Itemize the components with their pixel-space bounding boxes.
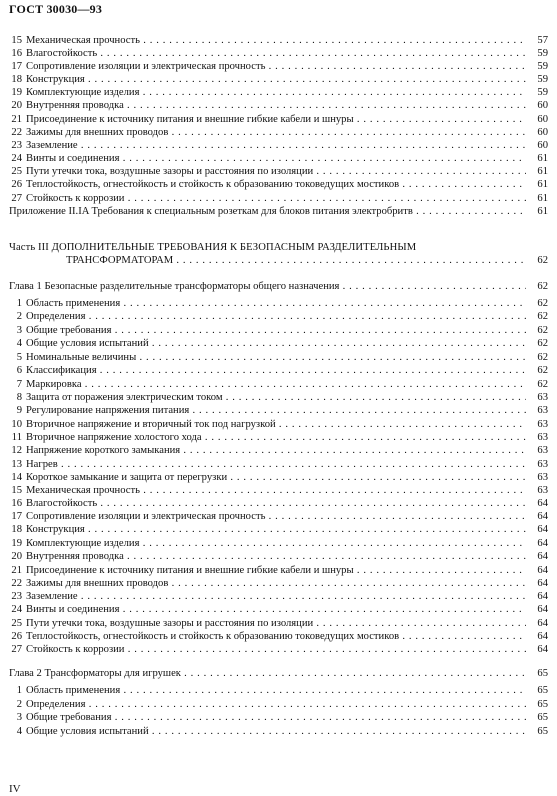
toc-entry-page: 60 bbox=[537, 127, 548, 138]
toc-entry-title: Глава 2 Трансформаторы для игрушек . . . bbox=[9, 667, 526, 680]
toc-entry-title: ТРАНСФОРМАТОРАМ . . . bbox=[66, 254, 526, 267]
toc-entry-page: 63 bbox=[537, 445, 548, 456]
toc-entry bbox=[0, 364, 557, 377]
toc-entry-page: 62 bbox=[537, 255, 548, 266]
toc-entry-number: 1 bbox=[16, 685, 22, 696]
toc-entry-page: 59 bbox=[537, 48, 548, 59]
toc-entry-number: 16 bbox=[11, 498, 22, 509]
toc-entry-title: Стойкость к коррозии . . . bbox=[26, 192, 526, 205]
toc-entry bbox=[0, 725, 557, 738]
toc-entry-page: 61 bbox=[537, 153, 548, 164]
toc-entry bbox=[0, 47, 557, 60]
toc-entry-title: Винты и соединения . . . bbox=[26, 152, 526, 165]
toc-entry-number: 23 bbox=[11, 591, 22, 602]
toc-entry bbox=[0, 113, 557, 126]
toc-entry-number: 8 bbox=[16, 392, 22, 403]
toc-entry bbox=[0, 684, 557, 697]
toc-entry-title: Напряжение короткого замыкания . . . bbox=[26, 444, 526, 457]
toc-entry-number: 2 bbox=[16, 699, 22, 710]
toc-entry-page: 63 bbox=[537, 472, 548, 483]
toc-entry-page: 62 bbox=[537, 338, 548, 349]
toc-entry-page: 65 bbox=[537, 726, 548, 737]
toc-entry-page: 64 bbox=[537, 538, 548, 549]
toc-entry-number: 14 bbox=[11, 472, 22, 483]
toc-entry bbox=[0, 590, 557, 603]
toc-entry bbox=[0, 241, 557, 254]
toc-entry-number: 24 bbox=[11, 604, 22, 615]
toc-entry-title: Область применения . . . bbox=[26, 684, 526, 697]
toc-entry-title: Теплостойкость, огнестойкость и стойкость к образованию токоведущих мостиков . . . bbox=[26, 178, 526, 191]
toc-entry-page: 64 bbox=[537, 551, 548, 562]
toc-entry-number: 2 bbox=[16, 311, 22, 322]
toc-entry-page: 63 bbox=[537, 432, 548, 443]
toc-entry-page: 64 bbox=[537, 524, 548, 535]
toc-entry-page: 63 bbox=[537, 392, 548, 403]
toc-entry-page: 64 bbox=[537, 578, 548, 589]
toc-entry-number: 26 bbox=[11, 179, 22, 190]
toc-entry-number: 22 bbox=[11, 578, 22, 589]
toc-entry bbox=[0, 324, 557, 337]
toc-entry-page: 59 bbox=[537, 74, 548, 85]
toc-entry bbox=[0, 458, 557, 471]
toc-entry-title: Часть III ДОПОЛНИТЕЛЬНЫЕ ТРЕБОВАНИЯ К БЕЗОПАСНЫМ РАЗДЕЛИТЕЛЬНЫМ bbox=[9, 242, 417, 253]
toc-entry-title: Регулирование напряжения питания . . . bbox=[26, 404, 526, 417]
toc-entry bbox=[0, 126, 557, 139]
toc-entry bbox=[0, 564, 557, 577]
toc-entry-title: Пути утечки тока, воздушные зазоры и расстояния по изоляции . . . bbox=[26, 165, 526, 178]
toc-entry bbox=[0, 630, 557, 643]
toc-entry-page: 59 bbox=[537, 61, 548, 72]
toc-entry-title: Приложение II.IA Требования к специальным розеткам для блоков питания электробритв . . . bbox=[9, 205, 526, 218]
toc-entry-title: Вторичное напряжение и вторичный ток под нагрузкой . . . bbox=[26, 418, 526, 431]
toc-entry-title: Сопротивление изоляции и электрическая прочность . . . bbox=[26, 60, 526, 73]
toc-entry-title: Определения . . . bbox=[26, 310, 526, 323]
toc-entry-page: 61 bbox=[537, 179, 548, 190]
toc-entry-page: 62 bbox=[537, 298, 548, 309]
toc-entry-title: Пути утечки тока, воздушные зазоры и расстояния по изоляции . . . bbox=[26, 617, 526, 630]
toc-entry-number: 17 bbox=[11, 511, 22, 522]
toc-entry-title: Вторичное напряжение холостого хода . . . bbox=[26, 431, 526, 444]
toc-entry-number: 6 bbox=[16, 365, 22, 376]
toc-entry bbox=[0, 711, 557, 724]
toc-entry bbox=[0, 178, 557, 191]
toc-entry-number: 16 bbox=[11, 48, 22, 59]
toc-entry-number: 17 bbox=[11, 61, 22, 72]
toc-entry-title: Комплектующие изделия . . . bbox=[26, 86, 526, 99]
toc-entry-title: Номинальные величины . . . bbox=[26, 351, 526, 364]
toc-entry-page: 63 bbox=[537, 459, 548, 470]
toc-entry-number: 10 bbox=[11, 419, 22, 430]
toc-entry-number: 19 bbox=[11, 538, 22, 549]
toc-entry-title: Присоединение к источнику питания и внешние гибкие кабели и шнуры . . . bbox=[26, 564, 526, 577]
toc-entry-title: Общие условия испытаний . . . bbox=[26, 725, 526, 738]
toc-entry-number: 20 bbox=[11, 100, 22, 111]
toc-entry-number: 27 bbox=[11, 193, 22, 204]
toc-entry-title: Общие условия испытаний . . . bbox=[26, 337, 526, 350]
toc-entry bbox=[0, 254, 557, 267]
toc-entry-title: Маркировка . . . bbox=[26, 378, 526, 391]
toc-entry-page: 65 bbox=[537, 668, 548, 679]
toc-entry bbox=[0, 297, 557, 310]
toc-entry bbox=[0, 165, 557, 178]
toc-entry-title: Влагостойкость . . . bbox=[26, 47, 526, 60]
toc-entry-page: 64 bbox=[537, 618, 548, 629]
toc-entry-page: 61 bbox=[537, 166, 548, 177]
toc-entry-title: Заземление . . . bbox=[26, 590, 526, 603]
toc-entry bbox=[0, 34, 557, 47]
toc-entry-page: 65 bbox=[537, 685, 548, 696]
toc-entry-page: 60 bbox=[537, 100, 548, 111]
toc-entry-number: 7 bbox=[16, 379, 22, 390]
toc-entry-title: Конструкция . . . bbox=[26, 73, 526, 86]
toc-entry-page: 60 bbox=[537, 140, 548, 151]
toc-entry bbox=[0, 192, 557, 205]
toc-entry-number: 13 bbox=[11, 459, 22, 470]
toc-entry bbox=[0, 484, 557, 497]
toc-entry-number: 27 bbox=[11, 644, 22, 655]
toc-entry-title: Определения . . . bbox=[26, 698, 526, 711]
toc-entry-title: Механическая прочность . . . bbox=[26, 484, 526, 497]
toc-entry-number: 23 bbox=[11, 140, 22, 151]
toc-entry bbox=[0, 60, 557, 73]
toc-entry bbox=[0, 431, 557, 444]
toc-entry-page: 57 bbox=[537, 35, 548, 46]
toc-entry-title: Винты и соединения . . . bbox=[26, 603, 526, 616]
toc-entry bbox=[0, 139, 557, 152]
toc-entry-page: 62 bbox=[537, 365, 548, 376]
toc-entry bbox=[0, 404, 557, 417]
toc-entry-title: Защита от поражения электрическим током . . . bbox=[26, 391, 526, 404]
toc-entry-title: Конструкция . . . bbox=[26, 523, 526, 536]
toc-entry-number: 26 bbox=[11, 631, 22, 642]
toc-entry-title: Классификация . . . bbox=[26, 364, 526, 377]
toc-entry-title: Общие требования . . . bbox=[26, 711, 526, 724]
toc-entry-page: 62 bbox=[537, 379, 548, 390]
toc-entry bbox=[0, 378, 557, 391]
toc-entry-number: 18 bbox=[11, 74, 22, 85]
document-header: ГОСТ 30030—93 bbox=[9, 2, 103, 16]
toc-entry-title: Короткое замыкание и защита от перегрузки . . . bbox=[26, 471, 526, 484]
toc-entry-number: 1 bbox=[16, 298, 22, 309]
toc-entry bbox=[0, 617, 557, 630]
toc-entry-number: 3 bbox=[16, 325, 22, 336]
toc-entry-title: Присоединение к источнику питания и внешние гибкие кабели и шнуры . . . bbox=[26, 113, 526, 126]
toc-entry bbox=[0, 73, 557, 86]
toc-entry bbox=[0, 444, 557, 457]
toc-entry-title: Влагостойкость . . . bbox=[26, 497, 526, 510]
toc-entry-page: 59 bbox=[537, 87, 548, 98]
toc-entry-title: Область применения . . . bbox=[26, 297, 526, 310]
toc-entry-number: 19 bbox=[11, 87, 22, 98]
toc-entry-page: 62 bbox=[537, 352, 548, 363]
toc-entry bbox=[0, 510, 557, 523]
toc-entry bbox=[0, 667, 557, 680]
toc-entry bbox=[0, 310, 557, 323]
toc-entry-number: 18 bbox=[11, 524, 22, 535]
toc-entry-title: Теплостойкость, огнестойкость и стойкость к образованию токоведущих мостиков . . . bbox=[26, 630, 526, 643]
toc-entry-number: 11 bbox=[11, 432, 22, 443]
toc-entry bbox=[0, 99, 557, 112]
toc-entry-number: 24 bbox=[11, 153, 22, 164]
toc-entry-page: 64 bbox=[537, 511, 548, 522]
toc-entry-page: 61 bbox=[537, 193, 548, 204]
toc-entry-title: Сопротивление изоляции и электрическая прочность . . . bbox=[26, 510, 526, 523]
toc-entry bbox=[0, 152, 557, 165]
toc-entry bbox=[0, 280, 557, 293]
toc-entry-page: 63 bbox=[537, 485, 548, 496]
toc-entry bbox=[0, 643, 557, 656]
toc-entry-title: Внутренняя проводка . . . bbox=[26, 550, 526, 563]
toc-entry-page: 65 bbox=[537, 699, 548, 710]
toc-entry-page: 62 bbox=[537, 311, 548, 322]
toc-entry bbox=[0, 418, 557, 431]
toc-entry-title: Механическая прочность . . . bbox=[26, 34, 526, 47]
toc-entry-page: 65 bbox=[537, 712, 548, 723]
toc-entry-title: Нагрев . . . bbox=[26, 458, 526, 471]
toc-entry-page: 64 bbox=[537, 498, 548, 509]
toc-entry-number: 25 bbox=[11, 166, 22, 177]
toc-entry-number: 9 bbox=[16, 405, 22, 416]
toc-entry bbox=[0, 550, 557, 563]
toc-entry bbox=[0, 603, 557, 616]
toc-entry-page: 64 bbox=[537, 604, 548, 615]
toc-entry bbox=[0, 471, 557, 484]
toc-entry-page: 61 bbox=[537, 206, 548, 217]
toc-entry-title: Стойкость к коррозии . . . bbox=[26, 643, 526, 656]
toc-entry-number: 5 bbox=[16, 352, 22, 363]
toc-entry-number: 15 bbox=[11, 485, 22, 496]
toc-entry bbox=[0, 497, 557, 510]
toc-entry-number: 22 bbox=[11, 127, 22, 138]
toc-entry-number: 21 bbox=[11, 114, 22, 125]
toc-entry-number: 4 bbox=[16, 338, 22, 349]
toc-entry bbox=[0, 351, 557, 364]
toc-entry-title: Глава 1 Безопасные разделительные трансформаторы общего назначения . . . bbox=[9, 280, 526, 293]
toc-entry-title: Зажимы для внешних проводов . . . bbox=[26, 126, 526, 139]
toc-entry-page: 64 bbox=[537, 644, 548, 655]
toc-entry-number: 20 bbox=[11, 551, 22, 562]
toc-entry bbox=[0, 337, 557, 350]
toc-entry bbox=[0, 205, 557, 218]
toc-entry-page: 62 bbox=[537, 281, 548, 292]
page-number-footer: IV bbox=[9, 783, 21, 795]
toc-entry bbox=[0, 523, 557, 536]
toc-entry bbox=[0, 698, 557, 711]
toc-entry-page: 63 bbox=[537, 419, 548, 430]
toc-entry-page: 60 bbox=[537, 114, 548, 125]
toc-entry-title: Комплектующие изделия . . . bbox=[26, 537, 526, 550]
toc-entry-number: 25 bbox=[11, 618, 22, 629]
toc-entry-title: Внутренняя проводка . . . bbox=[26, 99, 526, 112]
toc-entry-number: 4 bbox=[16, 726, 22, 737]
toc-entry-number: 21 bbox=[11, 565, 22, 576]
toc-entry bbox=[0, 391, 557, 404]
toc-entry-number: 12 bbox=[11, 445, 22, 456]
toc-entry-page: 63 bbox=[537, 405, 548, 416]
toc-entry bbox=[0, 86, 557, 99]
toc-entry-page: 64 bbox=[537, 565, 548, 576]
toc-entry bbox=[0, 537, 557, 550]
toc-entry-page: 64 bbox=[537, 631, 548, 642]
toc-entry-title: Заземление . . . bbox=[26, 139, 526, 152]
toc-entry-page: 64 bbox=[537, 591, 548, 602]
toc-entry-page: 62 bbox=[537, 325, 548, 336]
toc-entry-title: Общие требования . . . bbox=[26, 324, 526, 337]
toc-entry-number: 15 bbox=[11, 35, 22, 46]
toc-entry bbox=[0, 577, 557, 590]
toc-entry-title: Зажимы для внешних проводов . . . bbox=[26, 577, 526, 590]
toc-entry-number: 3 bbox=[16, 712, 22, 723]
